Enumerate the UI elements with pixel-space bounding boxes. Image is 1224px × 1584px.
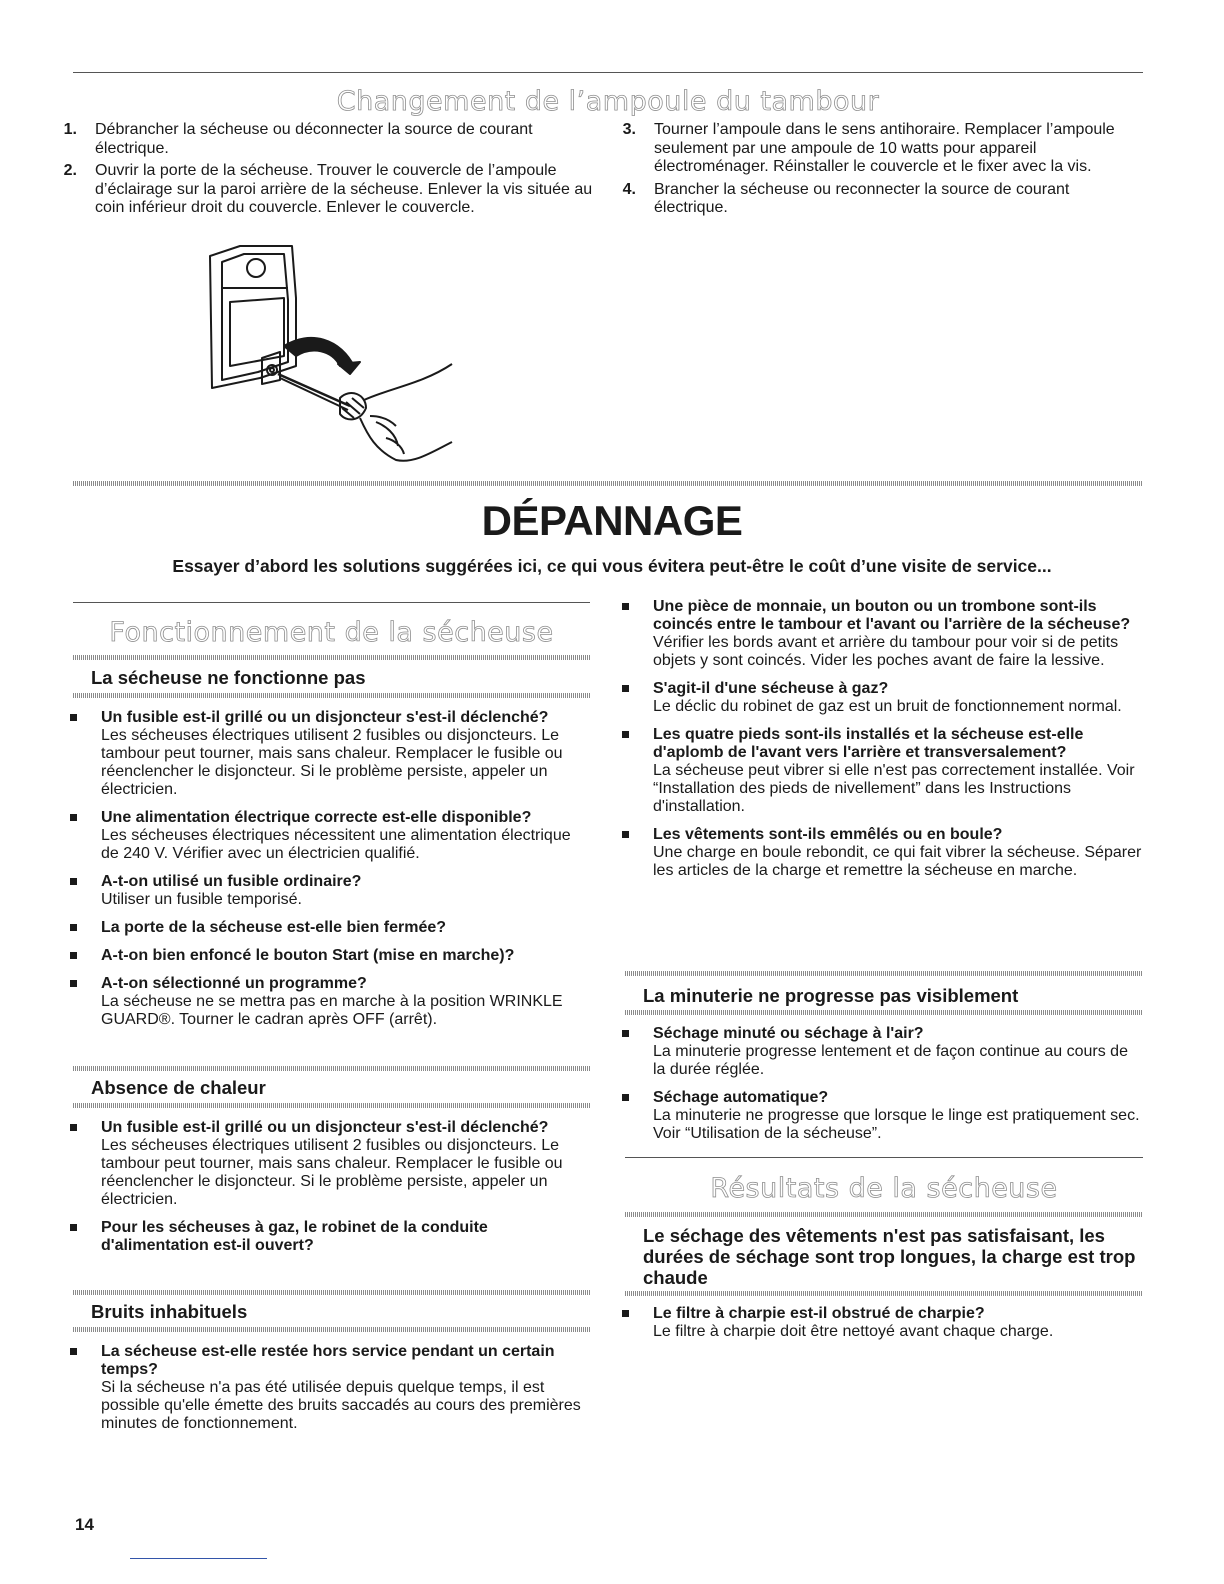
qa-item (622, 1305, 1144, 1341)
page-title: DÉPANNAGE (481, 497, 743, 544)
question: A-t-on utilisé un fusible ordinaire? (101, 873, 362, 890)
step-text: Débrancher la sécheuse ou déconnecter la source de courant électrique. (95, 121, 533, 157)
question: Pour les sécheuses à gaz, le robinet de la conduite d'alimentation est-il ouvert? (101, 1219, 488, 1254)
question: Le filtre à charpie est-il obstrué de charpie? (653, 1305, 985, 1322)
qa-item (70, 975, 590, 1029)
bullet-icon (622, 731, 629, 738)
qa-list (70, 1119, 590, 1265)
divider (73, 655, 590, 660)
qa-item (70, 809, 590, 863)
qa-list (622, 598, 1144, 890)
step-number: 3. (622, 121, 636, 138)
section-divider (73, 481, 1143, 486)
bullet-icon (622, 1094, 629, 1101)
answer: La sécheuse peut vibrer si elle n'est pas correctement installée. Voir “Installation des pieds de nivellement” dans les Instructions d'installation. (653, 762, 1135, 815)
step-item (55, 162, 595, 218)
divider (73, 1066, 590, 1071)
bulb-steps-right (614, 121, 1124, 218)
answer: Les sécheuses électriques nécessitent une alimentation électrique de 240 V. Vérifier avec un électricien qualifié. (101, 827, 571, 862)
intro-text: Essayer d’abord les solutions suggérées ici, ce qui vous évitera peut-être le coût d’une visite de service... (172, 556, 1052, 576)
bullet-icon (622, 603, 629, 610)
question: Un fusible est-il grillé ou un disjoncteur s'est-il déclenché? (101, 709, 549, 726)
operation-section-title: Fonctionnement de la sécheuse (109, 617, 554, 648)
qa-item (70, 1119, 590, 1209)
divider (73, 1327, 590, 1332)
bullet-icon (622, 1030, 629, 1037)
step-text: Ouvrir la porte de la sécheuse. Trouver le couvercle de l’ampoule d’éclairage sur la paroi arrière de la sécheuse. Enlever la vis située au coin inférieur droit du couvercle. Enlever le couvercle. (95, 162, 593, 216)
answer: Vérifier les bords avant et arrière du tambour pour voir si de petits objets y sont coincés. Vider les poches avant de faire la lessive. (653, 634, 1119, 669)
step-item (614, 121, 1124, 177)
step-number: 4. (622, 180, 636, 198)
divider (625, 971, 1143, 976)
question: A-t-on bien enfoncé le bouton Start (mise en marche)? (101, 947, 515, 964)
qa-list (70, 709, 590, 1039)
divider (625, 1212, 1143, 1217)
right-section-rule (625, 1157, 1143, 1158)
qa-item (622, 1025, 1144, 1079)
bulb-steps-left (55, 121, 595, 218)
bullet-icon (70, 1348, 77, 1355)
qa-item (70, 1343, 590, 1433)
question: Les quatre pieds sont-ils installés et la sécheuse est-elle d'aplomb de l'avant vers l'arrière et transversalement? (653, 726, 1084, 761)
bullet-icon (622, 831, 629, 838)
group-heading: La minuterie ne progresse pas visiblement (643, 985, 1019, 1006)
bullet-icon (70, 952, 77, 959)
qa-item (622, 826, 1144, 880)
answer: Les sécheuses électriques utilisent 2 fusibles ou disjoncteurs. Le tambour peut tourner, mais sans chaleur. Remplacer le fusible ou réenclencher le disjoncteur. Si le problème persiste, appeler un électricien. (101, 1137, 563, 1208)
page-number: 14 (75, 1515, 94, 1534)
step-number: 1. (63, 121, 77, 138)
answer: Le déclic du robinet de gaz est un bruit de fonctionnement normal. (653, 698, 1122, 715)
qa-item (70, 919, 590, 937)
question: Un fusible est-il grillé ou un disjoncteur s'est-il déclenché? (101, 1119, 549, 1136)
answer: Si la sécheuse n'a pas été utilisée depuis quelque temps, il est possible qu'elle émette des bruits saccadés au cours des premières minutes de fonctionnement. (101, 1379, 581, 1432)
answer: La minuterie ne progresse que lorsque le linge est pratiquement sec. Voir “Utilisation de la sécheuse”. (653, 1107, 1140, 1142)
results-section-title: Résultats de la sécheuse (710, 1173, 1058, 1204)
bullet-icon (622, 685, 629, 692)
question: Séchage minuté ou séchage à l'air? (653, 1025, 924, 1042)
divider (73, 693, 590, 698)
footer-line (130, 1558, 267, 1559)
bulb-section-title: Changement de l’ampoule du tambour (336, 86, 880, 117)
answer: Une charge en boule rebondit, ce qui fait vibrer la sécheuse. Séparer les articles de la charge et remettre la sécheuse en marche. (653, 844, 1142, 879)
bullet-icon (70, 878, 77, 885)
qa-item (622, 680, 1144, 716)
step-item (614, 181, 1124, 218)
step-text: Tourner l’ampoule dans le sens antihoraire. Remplacer l’ampoule seulement par une ampoule de 10 watts pour appareil électroménager. Réinstaller le couvercle et le fixer avec la vis. (654, 121, 1115, 175)
group-heading: Absence de chaleur (91, 1077, 266, 1098)
question: Une alimentation électrique correcte est-elle disponible? (101, 809, 532, 826)
results-heading: Le séchage des vêtements n'est pas satisfaisant, les durées de séchage sont trop longues, la charge est trop chaude (643, 1225, 1136, 1288)
bullet-icon (70, 714, 77, 721)
qa-item (622, 726, 1144, 816)
group-heading: Bruits inhabituels (91, 1301, 248, 1322)
qa-item (70, 873, 590, 909)
divider (73, 1290, 590, 1295)
question: La sécheuse est-elle restée hors service pendant un certain temps? (101, 1343, 555, 1378)
qa-item (622, 598, 1144, 670)
divider (625, 1291, 1143, 1296)
top-rule (73, 72, 1143, 73)
bullet-icon (70, 980, 77, 987)
bullet-icon (70, 1224, 77, 1231)
question: S'agit-il d'une sécheuse à gaz? (653, 680, 889, 697)
step-item (55, 121, 595, 158)
bullet-icon (622, 1310, 629, 1317)
answer: La minuterie progresse lentement et de façon continue au cours de la durée réglée. (653, 1043, 1128, 1078)
divider (73, 1103, 590, 1108)
answer: Les sécheuses électriques utilisent 2 fusibles ou disjoncteurs. Le tambour peut tourner, mais sans chaleur. Remplacer le fusible ou réenclencher le disjoncteur. Si le problème persiste, appeler un électricien. (101, 727, 563, 798)
qa-item (70, 709, 590, 799)
bulb-cover-illustration (200, 238, 460, 470)
question: Séchage automatique? (653, 1089, 829, 1106)
answer: Utiliser un fusible temporisé. (101, 891, 302, 908)
question: Les vêtements sont-ils emmêlés ou en boule? (653, 826, 1003, 843)
question: La porte de la sécheuse est-elle bien fermée? (101, 919, 447, 936)
question: A-t-on sélectionné un programme? (101, 975, 367, 992)
step-text: Brancher la sécheuse ou reconnecter la source de courant électrique. (654, 180, 1070, 216)
answer: La sécheuse ne se mettra pas en marche à la position WRINKLE GUARD®. Tourner le cadran après OFF (arrêt). (101, 993, 563, 1028)
qa-list (622, 1305, 1144, 1351)
qa-list (622, 1025, 1144, 1153)
step-number: 2. (63, 162, 77, 179)
left-section-rule (73, 602, 590, 603)
question: Une pièce de monnaie, un bouton ou un trombone sont-ils coincés entre le tambour et l'avant ou l'arrière de la sécheuse? (653, 598, 1131, 633)
qa-list (70, 1343, 590, 1443)
qa-item (70, 947, 590, 965)
bullet-icon (70, 814, 77, 821)
qa-item (622, 1089, 1144, 1143)
answer: Le filtre à charpie doit être nettoyé avant chaque charge. (653, 1323, 1054, 1340)
bullet-icon (70, 1124, 77, 1131)
qa-item (70, 1219, 590, 1255)
divider (625, 1010, 1143, 1015)
group-heading: La sécheuse ne fonctionne pas (91, 667, 366, 688)
bullet-icon (70, 924, 77, 931)
